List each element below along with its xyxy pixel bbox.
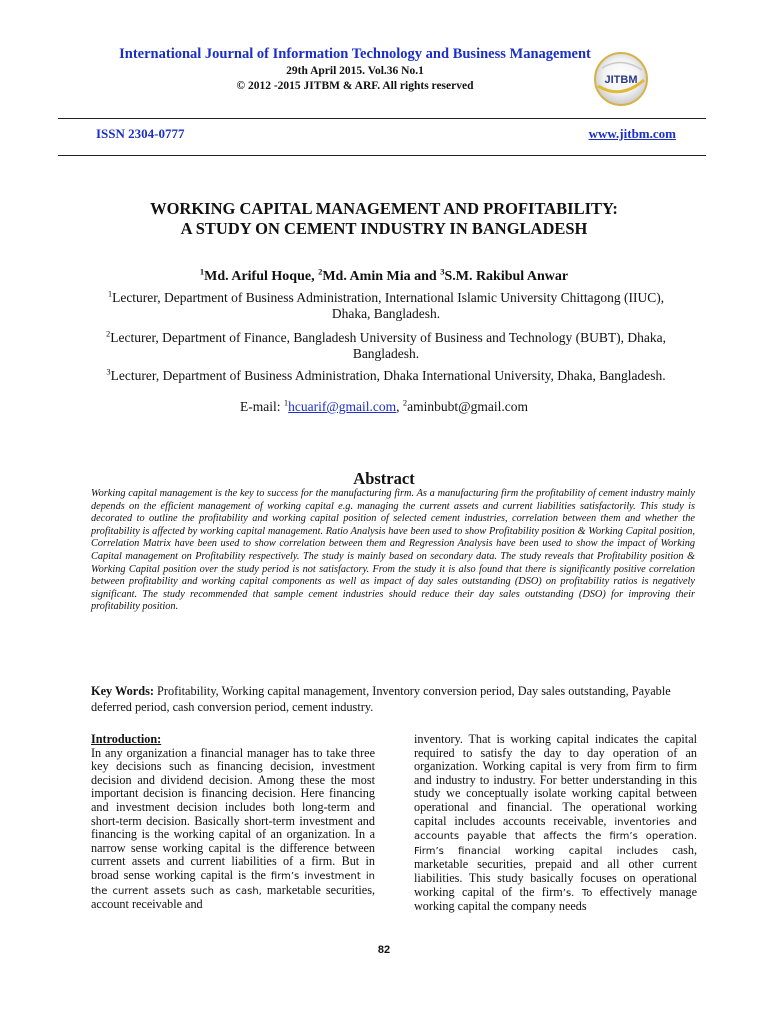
affiliation-1-mark: 1 (107, 288, 113, 299)
intro-right-sans-2: ’s. To (562, 887, 593, 899)
author-3-mark: 3 (440, 266, 445, 277)
email-label: E-mail: (240, 399, 284, 414)
page-number: 82 (377, 944, 391, 956)
keywords-text: Profitability, Working capital management, Inventory conversion period, Day sales outstanding, Payable deferred period, cash conversion period, cement industry. (91, 684, 671, 714)
intro-right-tail: effectively manage working capital the company needs (414, 884, 697, 914)
keywords-label: Key Words: (91, 684, 158, 698)
email-2-mark: 2 (402, 397, 408, 408)
issn-label: ISSN 2304-0777 (96, 126, 185, 141)
affiliation-3 (96, 368, 676, 384)
author-2: Md. Amin Mia and (322, 269, 441, 284)
paper-title-line-1: WORKING CAPITAL MANAGEMENT AND PROFITABILITY: (150, 199, 618, 218)
affiliation-3-text: Lecturer, Department of Business Administration, Dhaka International University, Dhaka, Bangladesh. (110, 368, 666, 383)
author-list (0, 266, 768, 285)
intro-right-sans: inventories and accounts payable that affects the firm’s operation. Firm’s financial working capital includes (414, 816, 697, 857)
affiliation-3-mark: 3 (106, 366, 111, 377)
copyright-line: © 2012 -2015 JITBM & ARF. All rights reserved (236, 80, 474, 92)
introduction-heading: Introduction: (91, 732, 162, 746)
intro-right-mid: cash, marketable securities, prepaid and all other current liabilities. This study basically focuses on operational working capital of the firm (414, 842, 697, 899)
intro-left-text: In any organization a financial manager has to take three key decisions such as financing decision, investment decision and dividend decision. Among these the most important decision is financing decision. Here financing and investment decision includes both long-term and short-term decision. Basically short-term investment and financing is the working capital of an organization. In a narrow sense working capital is the difference between current assets and current liabilities of a firm. But in broad sense working capital is the (91, 745, 375, 882)
affiliation-1 (96, 290, 676, 322)
body-column-left (91, 733, 375, 912)
author-3: S.M. Rakibul Anwar (444, 269, 569, 284)
website-link[interactable]: www.jitbm.com (588, 126, 676, 141)
affiliation-1-text: Lecturer, Department of Business Administration, International Islamic University Chittagong (IIUC), Dhaka, Bangladesh. (112, 290, 665, 321)
email-1-link[interactable]: hcuarif@gmail.com (288, 399, 397, 414)
keywords (91, 683, 699, 715)
email-line (0, 399, 768, 415)
email-2: aminbubt@gmail.com (407, 399, 528, 414)
paper-title (0, 199, 768, 239)
author-2-mark: 2 (318, 266, 323, 277)
header-bottom-rule (58, 155, 706, 156)
affiliation-2-text: Lecturer, Department of Finance, Bangladesh University of Business and Technology (BUBT), Dhaka, Bangladesh. (110, 330, 666, 361)
jitbm-logo (592, 50, 650, 108)
affiliation-2 (96, 330, 676, 362)
intro-left-tail: marketable securities, account receivable and (91, 882, 375, 912)
body-column-right (414, 733, 697, 914)
email-separator: , (396, 399, 403, 414)
abstract-heading: Abstract (353, 469, 415, 488)
abstract-body: Working capital management is the key to success for the manufacturing firm. As a manufacturing firm the profitability of cement industry mainly depends on the efficient management of working capital e.g. managing the current assets and current liabilities satisfactorily. This study is decorated to outline the profitability and working capital position of selected cement industries, correlation between them and whether the profitability is affected by working capital management. Ratio Analysis have been used to show Profitability position & Working Capital position, Correlation Matrix have been used to show correlation between them and Regression Analysis have been used to show the impact of Working Capital management on Profitability respectively. The study is mainly based on secondary data. The study reveals that Profitability position & Working Capital position over the study period is not satisfactory. From the study it is also found that there is significantly positive correlation between profitability and working capital components as well as impact of day sales outstanding (DSO) on profitability ratios is negatively significant. The study recommended that sample cement industries should reduce their day sales outstanding (DSO) for improving their profitability position. (91, 488, 695, 613)
email-1-mark: 1 (283, 397, 289, 408)
issue-line: 29th April 2015. Vol.36 No.1 (286, 65, 424, 77)
header-top-rule (58, 118, 706, 119)
intro-left-sans: firm’s investment in the current assets such as cash, (91, 870, 375, 897)
journal-title: International Journal of Information Technology and Business Management (119, 46, 591, 62)
paper-title-line-2: A STUDY ON CEMENT INDUSTRY IN BANGLADESH (180, 219, 588, 238)
author-1-mark: 1 (199, 266, 205, 277)
author-1: Md. Ariful Hoque, (204, 269, 319, 284)
affiliation-2-mark: 2 (106, 328, 111, 339)
intro-right-text: inventory. That is working capital indicates the capital required to satisfy the day to day operation of an organization. Working capital is very from firm to firm and industry to industry. For better understanding in this study we conceptually isolate working capital between operational and financial. The operational working capital includes accounts receivable, (414, 732, 697, 828)
logo-lettering: JITBM (604, 74, 638, 86)
